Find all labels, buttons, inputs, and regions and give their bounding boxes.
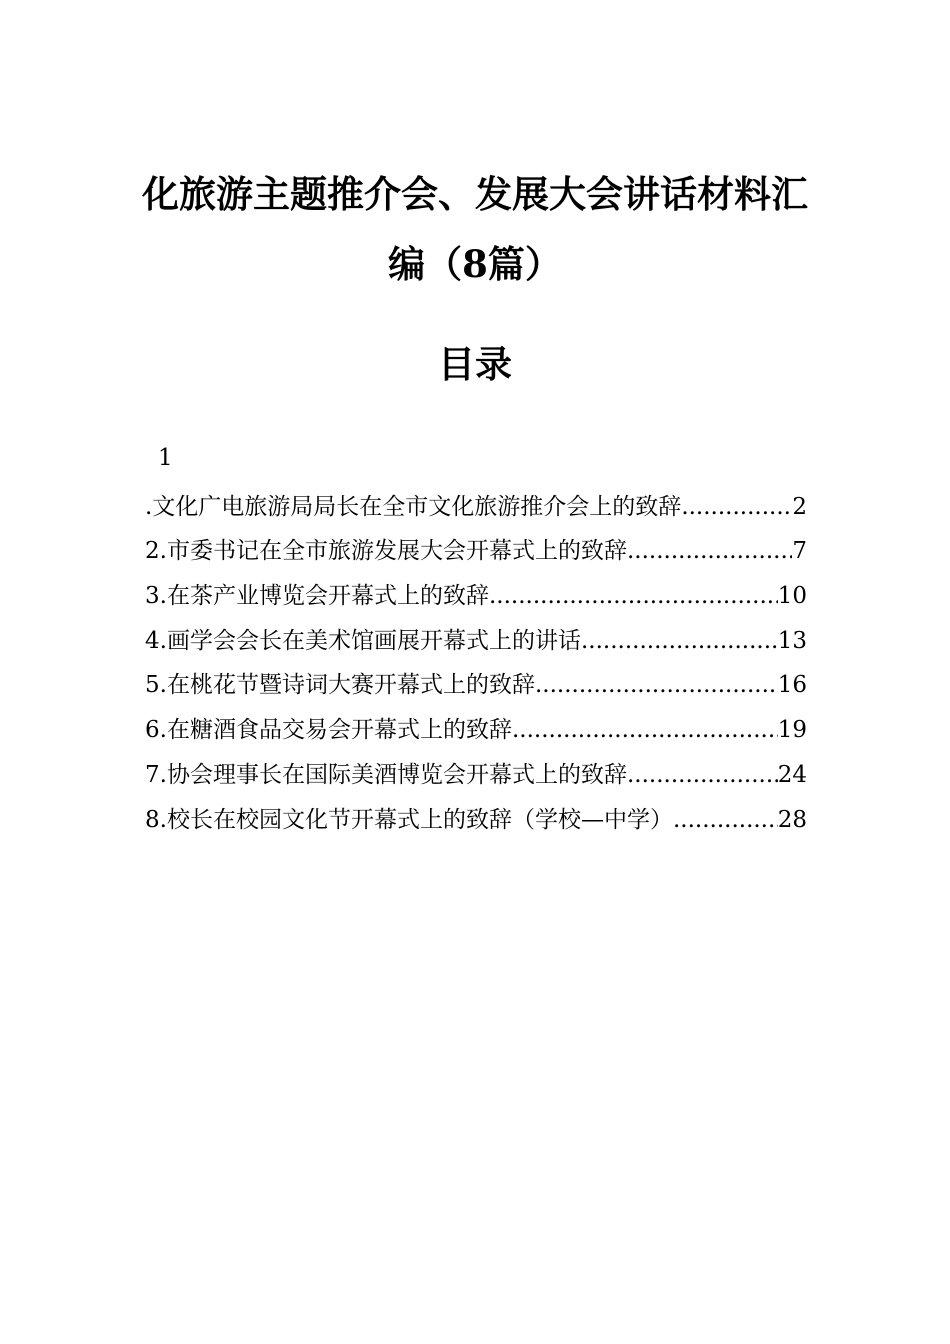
toc-entry[interactable] <box>145 525 807 570</box>
toc-entry-page: 10 <box>777 583 807 610</box>
toc-entry-title: 6.在糖酒食品交易会开幕式上的致辞 <box>145 717 512 744</box>
toc-dot-leader <box>535 667 778 703</box>
toc-entry-page: 24 <box>777 761 807 788</box>
toc-heading: 目录 <box>438 342 512 386</box>
toc-dot-leader <box>581 623 778 659</box>
toc-entry-page: 19 <box>777 717 807 744</box>
toc-entry-page: 7 <box>792 538 807 565</box>
toc-entry[interactable] <box>145 748 807 793</box>
toc-dot-leader <box>681 489 792 525</box>
document-title-line-2: 编（8篇） <box>388 242 562 286</box>
toc-entry[interactable] <box>145 480 807 525</box>
document-title-line-1: 化旅游主题推介会、发展大会讲话材料汇 <box>142 172 808 216</box>
toc-entry-title: 8.校长在校园文化节开幕式上的致辞（学校—中学） <box>145 806 673 833</box>
toc-dot-leader <box>673 802 778 838</box>
toc-entry-page: 16 <box>777 672 807 699</box>
table-of-contents <box>145 440 807 838</box>
toc-entry-title: 3.在茶产业博览会开幕式上的致辞 <box>145 583 489 610</box>
toc-entry[interactable] <box>145 793 807 838</box>
toc-dot-leader <box>627 533 792 569</box>
toc-entry-page: 28 <box>777 806 807 833</box>
toc-entry-title: .文化广电旅游局局长在全市文化旅游推介会上的致辞 <box>145 493 682 520</box>
toc-dot-leader <box>512 712 778 748</box>
toc-entry-title: 4.画学会会长在美术馆画展开幕式上的讲话 <box>145 627 581 654</box>
toc-entry[interactable] <box>145 569 807 614</box>
toc-entry[interactable] <box>145 703 807 748</box>
toc-entry-page: 13 <box>777 627 807 654</box>
toc-dot-leader <box>489 578 778 614</box>
toc-entry-title: 5.在桃花节暨诗词大赛开幕式上的致辞 <box>145 672 535 699</box>
toc-entry-title: 7.协会理事长在国际美酒博览会开幕式上的致辞 <box>145 761 627 788</box>
toc-entry[interactable] <box>145 659 807 704</box>
toc-entry[interactable] <box>145 614 807 659</box>
toc-entry-title: 2.市委书记在全市旅游发展大会开幕式上的致辞 <box>145 538 627 565</box>
toc-dot-leader <box>627 757 778 793</box>
toc-entry-number: 1 <box>158 445 173 471</box>
toc-entry-page: 2 <box>792 493 807 520</box>
